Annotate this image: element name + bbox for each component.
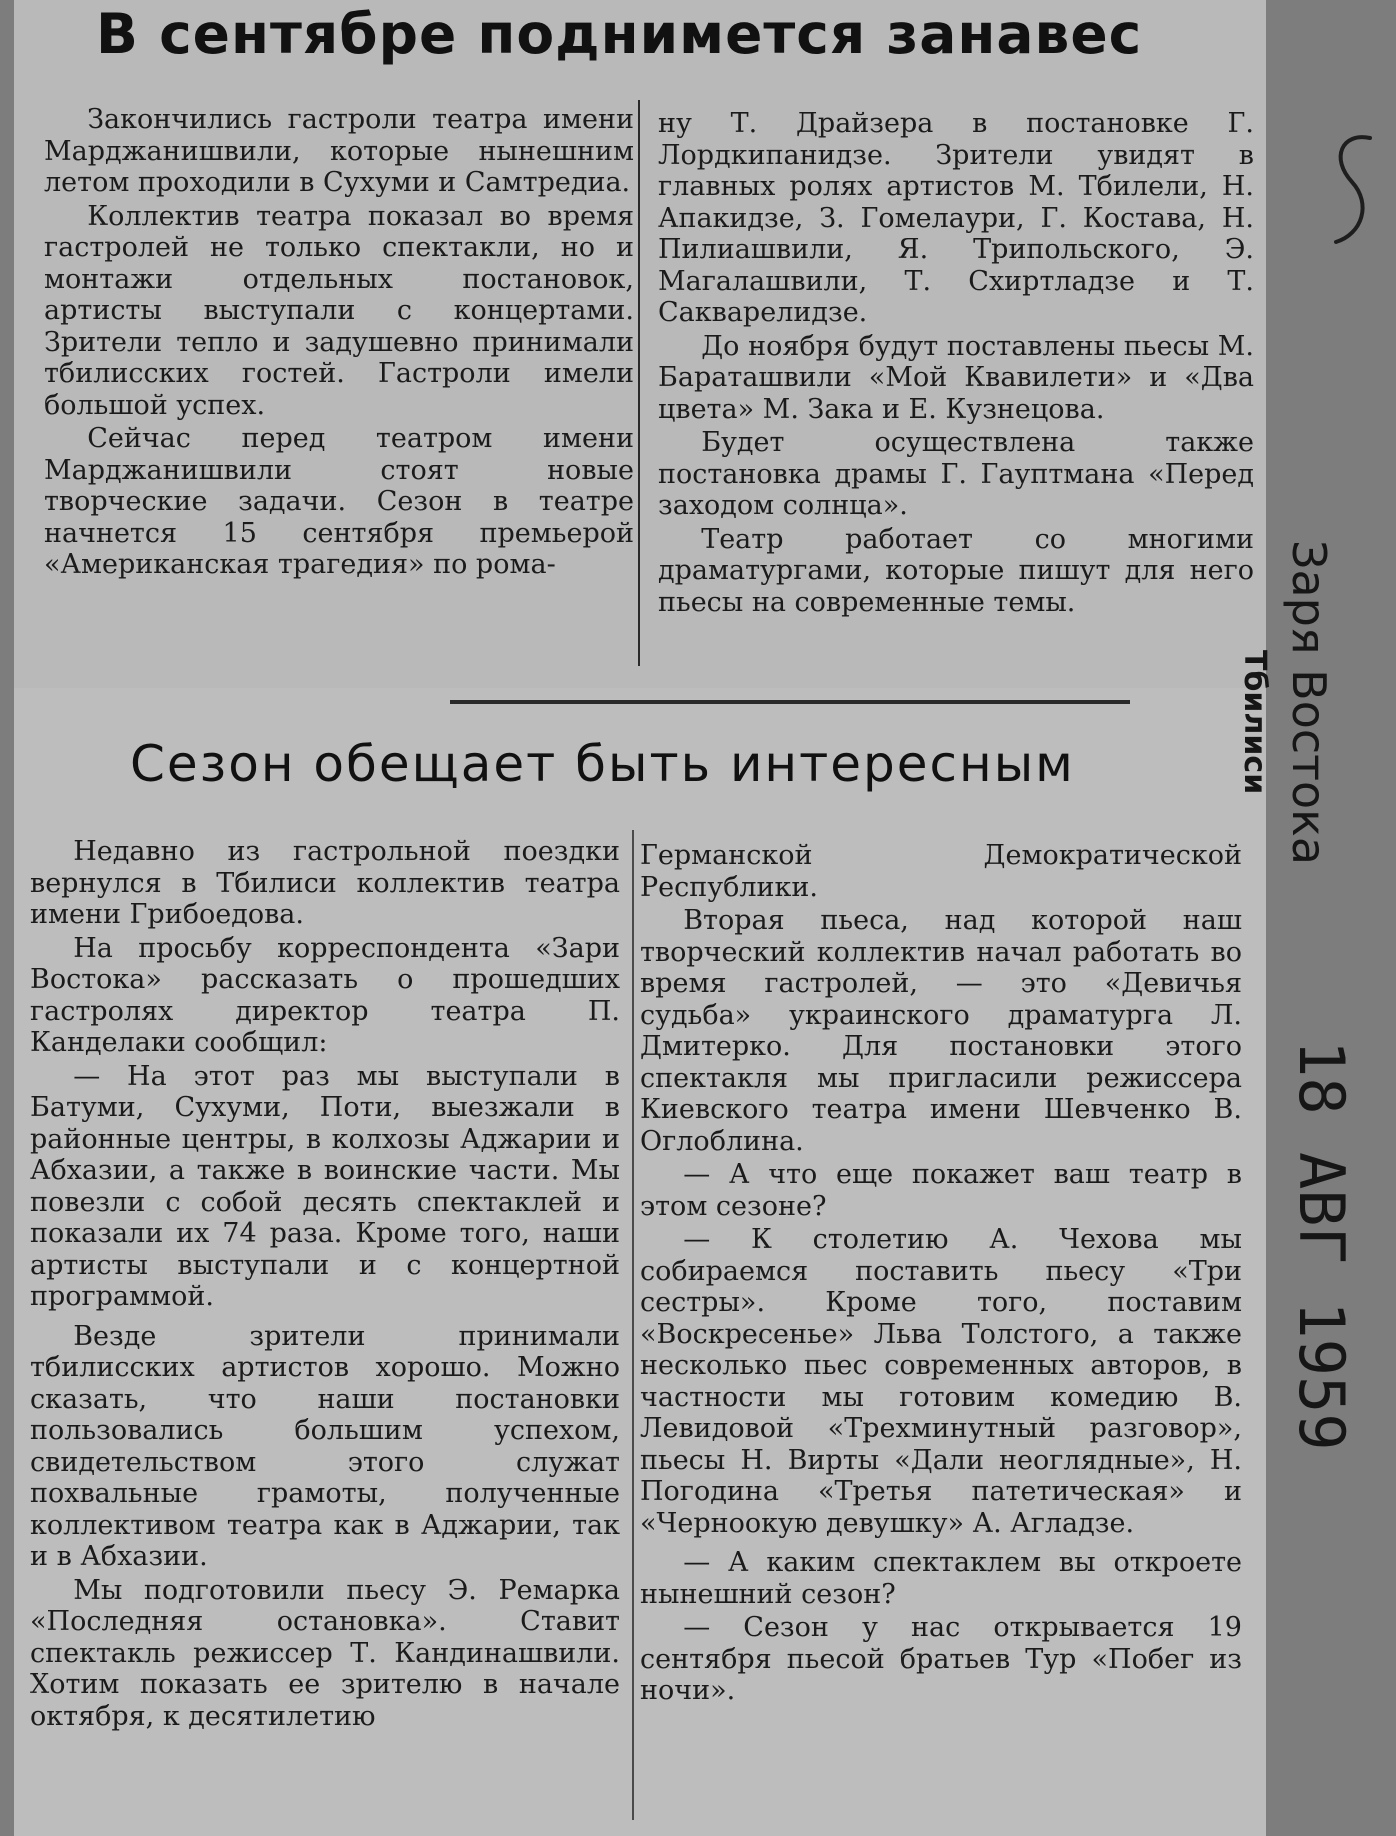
article2-left-column bbox=[30, 836, 620, 1734]
article1-paragraph: ну Т. Драйзера в постановке Г. Лордкипанидзе. Зрители увидят в главных ролях артистов М. Тбилели, Н. Апакидзе, З. Гомелаури, Г. Костава, Н. Пилиашвили, Я. Трипольского, Э. Магалашвили, Т. Схиртладзе и Т. Сакварелидзе. bbox=[658, 108, 1254, 328]
article1-paragraph: Закончились гастроли театра имени Марджанишвили, которые нынешним летом проходили в Сухуми и Самтредиа. bbox=[44, 104, 634, 198]
article2-paragraph: Вторая пьеса, над которой наш творческий коллектив начал работать во время гастролей, — это «Девичья судьба» украинского драматурга Л. Дмитерко. Для постановки этого спектакля мы пригласили режиссера Киевского театра имени Шевченко В. Оглоблина. bbox=[640, 905, 1242, 1157]
article2-paragraph: На просьбу корреспондента «Зари Востока» рассказать о прошедших гастролях директор театра П. Канделаки сообщил: bbox=[30, 932, 620, 1058]
article2-paragraph: — А что еще покажет ваш театр в этом сезоне? bbox=[640, 1159, 1242, 1222]
handwritten-s-mark bbox=[1322, 130, 1382, 250]
article1-paragraph: Коллектив театра показал во время гастролей не только спектакли, но и монтажи отдельных постановок, артисты выступали с концертами. Зрители тепло и задушевно принимали тбилисских гостей. Гастроли имели большой успех. bbox=[44, 200, 634, 421]
column-divider bbox=[632, 830, 634, 1820]
article1-paragraph: Сейчас перед театром имени Марджанишвили стоят новые творческие задачи. Сезон в театре начнется 15 сентября премьерой «Американская трагедия» по рома- bbox=[44, 423, 634, 580]
date-stamp: 18 АВГ 1959 bbox=[1285, 1040, 1358, 1451]
article2-paragraph: — Сезон у нас открывается 19 сентября пьесой братьев Тур «Побег из ночи». bbox=[640, 1612, 1242, 1706]
article1-paragraph: До ноября будут поставлены пьесы М. Бараташвили «Мой Квавилети» и «Два цвета» М. Зака и Е. Кузнецова. bbox=[658, 330, 1254, 425]
article-clipping-bottom bbox=[14, 688, 1266, 1836]
article1-paragraph: Будет осуществлена также постановка драмы Г. Гауптмана «Перед заходом солнца». bbox=[658, 427, 1254, 521]
article2-paragraph: Везде зрители принимали тбилисских артистов хорошо. Можно сказать, что наши постановки пользовались большим успехом, свидетельством этого служат похвальные грамоты, полученные коллективом театра как в Аджарии, так и в Абхазии. bbox=[30, 1320, 620, 1572]
handwritten-mark bbox=[1322, 130, 1382, 273]
article2-paragraph: Германской Демократической Республики. bbox=[640, 840, 1242, 903]
article1-headline: В сентябре поднимется занавес bbox=[96, 2, 1143, 66]
article1-left-column bbox=[44, 104, 634, 583]
article2-paragraph: — На этот раз мы выступали в Батуми, Сухуми, Поти, выезжали в районные центры, в колхозы Аджарии и Абхазии, а также в воинские части. Мы повезли с собой десять спектаклей и показали их 74 раза. Кроме того, наши артисты выступали и с концертной программой. bbox=[30, 1060, 620, 1312]
city-stamp: Тбилиси bbox=[1237, 650, 1272, 795]
article2-paragraph: Недавно из гастрольной поездки вернулся в Тбилиси коллектив театра имени Грибоедова. bbox=[30, 836, 620, 930]
newspaper-name-stamp: Заря Востока bbox=[1282, 540, 1336, 866]
article2-paragraph: Мы подготовили пьесу Э. Ремарка «Последняя остановка». Ставит спектакль режиссер Т. Кандинашвили. Хотим показать ее зрителю в начале октября, к десятилетию bbox=[30, 1574, 620, 1732]
article1-right-column bbox=[658, 108, 1254, 620]
article2-paragraph: — К столетию А. Чехова мы собираемся поставить пьесу «Три сестры». Кроме того, поставим «Воскресенье» Льва Толстого, а также несколько пьес современных авторов, в частности мы готовим комедию В. Левидовой «Трехминутный разговор», пьесы Н. Вирты «Дали неоглядные», Н. Погодина «Третья патетическая» и «Черноокую девушку» А. Агладзе. bbox=[640, 1224, 1242, 1539]
article2-headline: Сезон обещает быть интересным bbox=[130, 735, 1075, 793]
article2-paragraph: — А каким спектаклем вы откроете нынешний сезон? bbox=[640, 1547, 1242, 1610]
article1-paragraph: Театр работает со многими драматургами, которые пишут для него пьесы на современные темы. bbox=[658, 523, 1254, 618]
article-clipping-top bbox=[14, 0, 1266, 688]
separator-rule bbox=[450, 700, 1130, 704]
article2-right-column bbox=[640, 840, 1242, 1709]
column-divider bbox=[638, 100, 640, 666]
